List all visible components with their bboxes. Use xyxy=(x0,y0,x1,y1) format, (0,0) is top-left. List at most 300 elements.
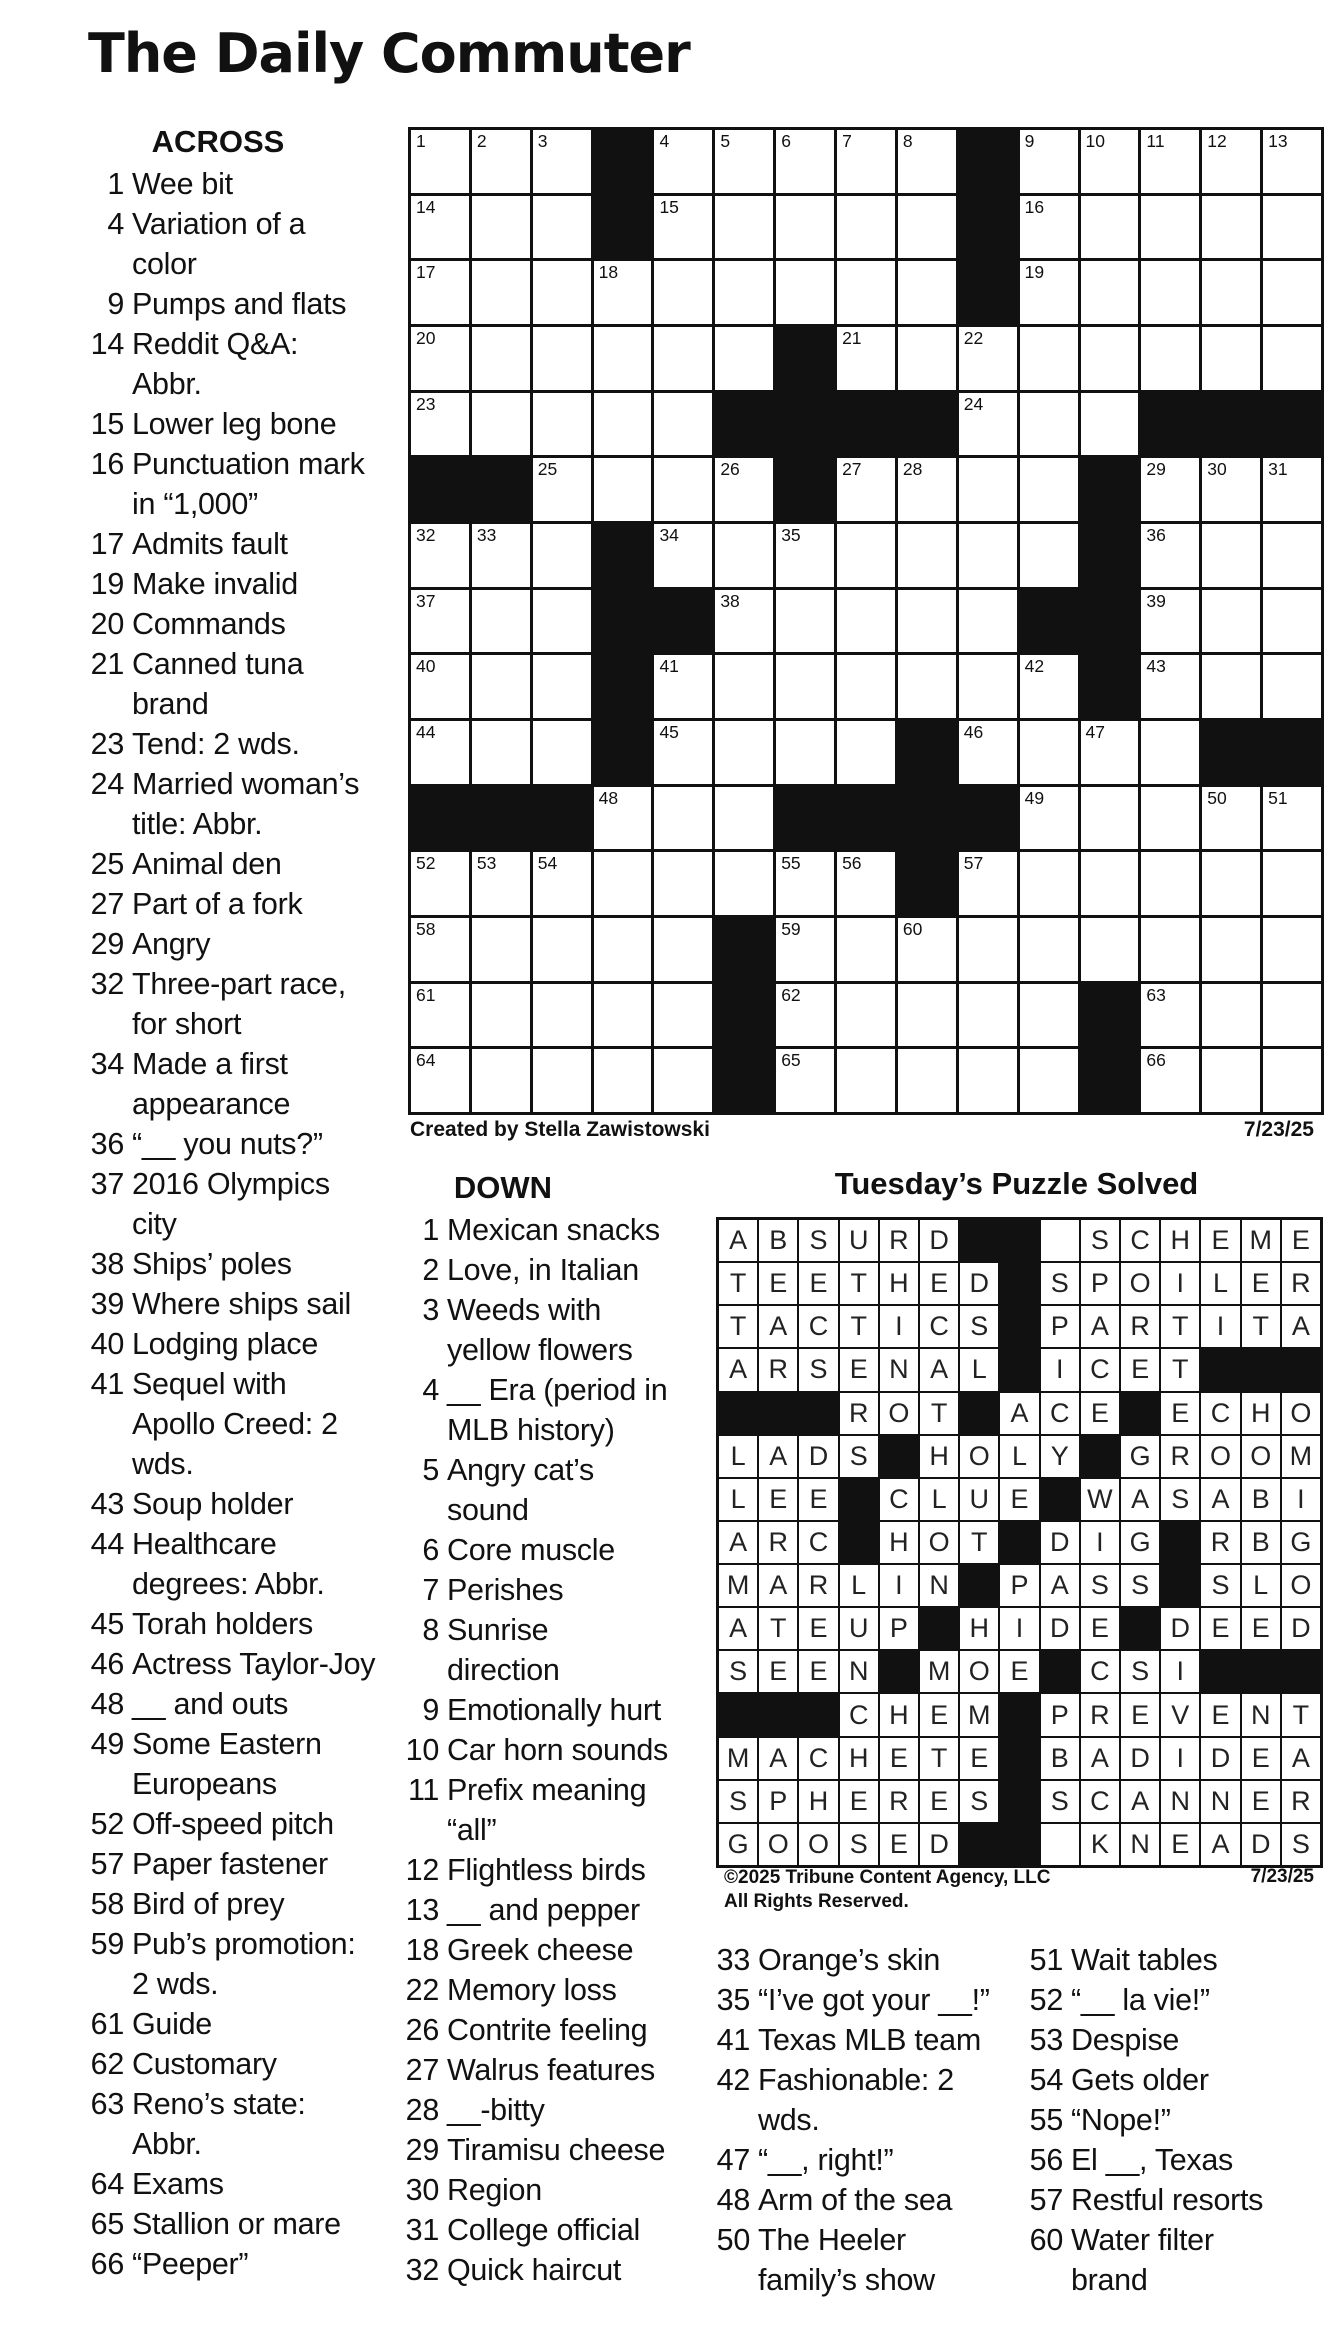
clue-text: Contrite feeling xyxy=(447,2013,648,2047)
clue-number: 62 xyxy=(90,2047,124,2081)
grid-cell[interactable] xyxy=(959,327,1017,390)
grid-cell[interactable] xyxy=(837,327,895,390)
grid-cell[interactable] xyxy=(654,852,712,915)
solution-cell: I xyxy=(1161,1738,1199,1779)
grid-cell[interactable] xyxy=(1202,196,1260,259)
solution-block xyxy=(1000,1824,1038,1865)
grid-cell[interactable] xyxy=(1202,261,1260,324)
solution-cell: E xyxy=(920,1781,958,1822)
grid-cell[interactable] xyxy=(1081,327,1139,390)
grid-cell[interactable] xyxy=(1263,655,1321,718)
clue-text: Angry cat’s xyxy=(447,1453,595,1487)
solution-cell: N xyxy=(1242,1694,1280,1735)
clue-line xyxy=(714,1980,1014,2020)
grid-cell[interactable] xyxy=(1081,196,1139,259)
grid-cell[interactable] xyxy=(1141,918,1199,981)
grid-block xyxy=(715,1049,773,1112)
grid-cell[interactable] xyxy=(1202,852,1260,915)
clue-text: Bird of prey xyxy=(132,1887,285,1921)
clue-line xyxy=(88,1004,388,1044)
clue-text: title: Abbr. xyxy=(132,807,263,841)
grid-cell[interactable] xyxy=(715,458,773,521)
grid-cell[interactable] xyxy=(776,984,834,1047)
solution-cell: D xyxy=(1041,1522,1079,1563)
solution-cell: L xyxy=(920,1479,958,1520)
grid-cell[interactable] xyxy=(654,130,712,193)
grid-cell[interactable] xyxy=(715,590,773,653)
solution-cell: A xyxy=(1282,1306,1320,1347)
clue-line xyxy=(88,484,388,524)
cell-number: 50 xyxy=(1207,787,1227,808)
clue-number: 13 xyxy=(405,1893,439,1927)
grid-cell[interactable] xyxy=(959,984,1017,1047)
clue-number: 34 xyxy=(90,1047,124,1081)
grid-cell[interactable] xyxy=(594,852,652,915)
grid-cell[interactable] xyxy=(1263,787,1321,850)
solution-cell: B xyxy=(759,1220,797,1261)
grid-cell[interactable] xyxy=(1020,524,1078,587)
solution-cell: D xyxy=(1282,1608,1320,1649)
clue-text: Greek cheese xyxy=(447,1933,634,1967)
grid-cell[interactable] xyxy=(1263,261,1321,324)
grid-cell[interactable] xyxy=(594,458,652,521)
clue-number: 66 xyxy=(90,2247,124,2281)
solution-cell: A xyxy=(1041,1565,1079,1606)
grid-cell[interactable] xyxy=(411,590,469,653)
grid-cell[interactable] xyxy=(472,196,530,259)
grid-cell[interactable] xyxy=(1141,852,1199,915)
clue-number: 57 xyxy=(1029,2183,1063,2217)
grid-cell[interactable] xyxy=(715,852,773,915)
grid-cell[interactable] xyxy=(533,196,591,259)
grid-cell[interactable] xyxy=(594,984,652,1047)
clue-line xyxy=(714,2060,1014,2100)
solution-cell: O xyxy=(1121,1263,1159,1304)
grid-cell[interactable] xyxy=(898,524,956,587)
grid-cell[interactable] xyxy=(1020,130,1078,193)
grid-cell[interactable] xyxy=(654,984,712,1047)
grid-cell[interactable] xyxy=(533,458,591,521)
grid-cell[interactable] xyxy=(533,393,591,456)
grid-cell[interactable] xyxy=(776,852,834,915)
grid-block xyxy=(472,787,530,850)
cell-number: 16 xyxy=(1024,196,1045,217)
grid-cell[interactable] xyxy=(411,984,469,1047)
grid-cell[interactable] xyxy=(1141,721,1199,784)
grid-cell[interactable] xyxy=(776,524,834,587)
solution-cell: I xyxy=(1041,1349,1079,1390)
solution-cell: C xyxy=(920,1306,958,1347)
solution-cell: E xyxy=(1242,1263,1280,1304)
grid-cell[interactable] xyxy=(1141,1049,1199,1112)
solution-cell: I xyxy=(1282,1479,1320,1520)
grid-cell[interactable] xyxy=(411,655,469,718)
grid-cell[interactable] xyxy=(1263,327,1321,390)
down-clue-list-col2 xyxy=(714,1940,1014,2300)
grid-cell[interactable] xyxy=(837,655,895,718)
grid-cell[interactable] xyxy=(959,1049,1017,1112)
grid-cell[interactable] xyxy=(1263,590,1321,653)
solution-cell: H xyxy=(1161,1220,1199,1261)
grid-cell[interactable] xyxy=(1141,130,1199,193)
clue-text: degrees: Abbr. xyxy=(132,1567,325,1601)
grid-cell[interactable] xyxy=(533,655,591,718)
grid-cell[interactable] xyxy=(1020,655,1078,718)
clue-text: brand xyxy=(1071,2263,1148,2297)
grid-cell[interactable] xyxy=(594,787,652,850)
grid-cell[interactable] xyxy=(1141,458,1199,521)
grid-cell[interactable] xyxy=(837,590,895,653)
grid-cell[interactable] xyxy=(1202,327,1260,390)
grid-block xyxy=(1202,721,1260,784)
grid-cell[interactable] xyxy=(1141,590,1199,653)
cell-number: 19 xyxy=(1024,262,1045,283)
solution-cell: P xyxy=(759,1781,797,1822)
clue-number: 56 xyxy=(1029,2143,1063,2177)
grid-cell[interactable] xyxy=(1141,655,1199,718)
grid-cell[interactable] xyxy=(1020,852,1078,915)
grid-cell[interactable] xyxy=(472,327,530,390)
grid-cell[interactable] xyxy=(472,590,530,653)
clue-line xyxy=(403,1370,693,1410)
grid-cell[interactable] xyxy=(472,393,530,456)
grid-cell[interactable] xyxy=(776,130,834,193)
clue-line xyxy=(403,1450,693,1490)
grid-cell[interactable] xyxy=(411,130,469,193)
grid-cell[interactable] xyxy=(533,130,591,193)
grid-cell[interactable] xyxy=(1141,524,1199,587)
grid-cell[interactable] xyxy=(1020,261,1078,324)
grid-cell[interactable] xyxy=(898,196,956,259)
grid-cell[interactable] xyxy=(837,196,895,259)
grid-cell[interactable] xyxy=(1081,787,1139,850)
solution-cell: E xyxy=(759,1651,797,1692)
clue-line xyxy=(88,1364,388,1404)
grid-cell[interactable] xyxy=(715,721,773,784)
grid-cell[interactable] xyxy=(654,261,712,324)
solution-block xyxy=(960,1565,998,1606)
grid-cell[interactable] xyxy=(472,655,530,718)
clue-text: Core muscle xyxy=(447,1533,615,1567)
grid-cell[interactable] xyxy=(898,130,956,193)
crossword-grid xyxy=(408,127,1324,1115)
grid-cell[interactable] xyxy=(1020,458,1078,521)
grid-cell[interactable] xyxy=(715,261,773,324)
grid-cell[interactable] xyxy=(533,918,591,981)
clue-text: Angry xyxy=(132,927,211,961)
grid-cell[interactable] xyxy=(1141,984,1199,1047)
grid-cell[interactable] xyxy=(1202,458,1260,521)
grid-cell[interactable] xyxy=(776,918,834,981)
grid-cell[interactable] xyxy=(472,852,530,915)
grid-cell[interactable] xyxy=(654,1049,712,1112)
grid-cell[interactable] xyxy=(837,1049,895,1112)
clue-number: 17 xyxy=(90,527,124,561)
grid-cell[interactable] xyxy=(594,1049,652,1112)
grid-cell[interactable] xyxy=(472,261,530,324)
grid-cell[interactable] xyxy=(1263,918,1321,981)
solution-cell: A xyxy=(1201,1479,1239,1520)
grid-cell[interactable] xyxy=(411,918,469,981)
cell-number: 17 xyxy=(416,262,436,283)
clue-number: 51 xyxy=(1029,1943,1063,1977)
grid-cell[interactable] xyxy=(776,1049,834,1112)
grid-cell[interactable] xyxy=(533,590,591,653)
solution-cell: T xyxy=(1161,1306,1199,1347)
down-heading: DOWN xyxy=(453,1170,553,1205)
grid-cell[interactable] xyxy=(1081,393,1139,456)
cell-number: 33 xyxy=(476,525,497,545)
grid-cell[interactable] xyxy=(959,458,1017,521)
grid-cell[interactable] xyxy=(1263,196,1321,259)
clue-number: 9 xyxy=(422,1693,439,1727)
solution-cell: I xyxy=(880,1306,918,1347)
solution-cell: H xyxy=(880,1263,918,1304)
grid-cell[interactable] xyxy=(959,393,1017,456)
grid-cell[interactable] xyxy=(472,524,530,587)
cell-number: 14 xyxy=(416,196,436,217)
grid-cell[interactable] xyxy=(533,852,591,915)
grid-cell[interactable] xyxy=(1202,590,1260,653)
clue-number: 49 xyxy=(90,1727,124,1761)
solution-cell: W xyxy=(1081,1479,1119,1520)
grid-cell[interactable] xyxy=(533,984,591,1047)
grid-cell[interactable] xyxy=(898,1049,956,1112)
grid-block xyxy=(898,393,956,456)
grid-cell[interactable] xyxy=(411,1049,469,1112)
clue-text: 2016 Olympics xyxy=(132,1167,330,1201)
grid-cell[interactable] xyxy=(472,1049,530,1112)
grid-cell[interactable] xyxy=(715,524,773,587)
grid-cell[interactable] xyxy=(654,655,712,718)
solution-cell: R xyxy=(840,1393,878,1434)
grid-cell[interactable] xyxy=(533,721,591,784)
clue-line xyxy=(88,1604,388,1644)
grid-cell[interactable] xyxy=(1263,130,1321,193)
grid-cell[interactable] xyxy=(1202,524,1260,587)
grid-cell[interactable] xyxy=(594,393,652,456)
clue-number: 48 xyxy=(90,1687,124,1721)
grid-cell[interactable] xyxy=(959,655,1017,718)
clue-number: 37 xyxy=(90,1167,124,1201)
grid-cell[interactable] xyxy=(533,524,591,587)
grid-cell[interactable] xyxy=(959,918,1017,981)
clue-number: 1 xyxy=(107,167,124,201)
grid-cell[interactable] xyxy=(898,458,956,521)
clue-text: Admits fault xyxy=(132,527,288,561)
solution-cell: D xyxy=(960,1263,998,1304)
grid-cell[interactable] xyxy=(776,721,834,784)
grid-cell[interactable] xyxy=(898,655,956,718)
grid-cell[interactable] xyxy=(1020,984,1078,1047)
clue-text: Sequel with xyxy=(132,1367,287,1401)
grid-cell[interactable] xyxy=(1141,261,1199,324)
clue-number: 7 xyxy=(422,1573,439,1607)
solution-cell: E xyxy=(799,1263,837,1304)
grid-cell[interactable] xyxy=(1081,721,1139,784)
grid-cell[interactable] xyxy=(1202,787,1260,850)
grid-cell[interactable] xyxy=(411,327,469,390)
grid-cell[interactable] xyxy=(1263,852,1321,915)
grid-cell[interactable] xyxy=(411,721,469,784)
cell-number: 9 xyxy=(1024,131,1035,151)
grid-cell[interactable] xyxy=(594,918,652,981)
grid-cell[interactable] xyxy=(1020,787,1078,850)
grid-cell[interactable] xyxy=(776,261,834,324)
grid-cell[interactable] xyxy=(898,918,956,981)
solution-cell: C xyxy=(840,1694,878,1735)
solution-block xyxy=(1000,1263,1038,1304)
grid-cell[interactable] xyxy=(1081,130,1139,193)
grid-cell[interactable] xyxy=(898,327,956,390)
clue-text: Walrus features xyxy=(447,2053,655,2087)
clue-text: for short xyxy=(132,1007,242,1041)
solution-block xyxy=(880,1436,918,1477)
grid-cell[interactable] xyxy=(1020,721,1078,784)
clue-number: 26 xyxy=(405,2013,439,2047)
grid-cell[interactable] xyxy=(594,327,652,390)
cell-number: 2 xyxy=(476,131,487,151)
grid-cell[interactable] xyxy=(472,130,530,193)
grid-cell[interactable] xyxy=(715,787,773,850)
grid-cell[interactable] xyxy=(411,852,469,915)
clue-number: 4 xyxy=(107,207,124,241)
grid-cell[interactable] xyxy=(715,196,773,259)
grid-cell[interactable] xyxy=(1081,918,1139,981)
grid-cell[interactable] xyxy=(472,984,530,1047)
grid-cell[interactable] xyxy=(776,196,834,259)
solution-cell: S xyxy=(840,1436,878,1477)
grid-cell[interactable] xyxy=(898,590,956,653)
grid-cell[interactable] xyxy=(837,458,895,521)
grid-block xyxy=(776,787,834,850)
grid-cell[interactable] xyxy=(1020,918,1078,981)
grid-cell[interactable] xyxy=(1202,918,1260,981)
grid-cell[interactable] xyxy=(411,393,469,456)
grid-cell[interactable] xyxy=(1202,1049,1260,1112)
grid-cell[interactable] xyxy=(1263,458,1321,521)
cell-number: 8 xyxy=(902,131,913,151)
grid-cell[interactable] xyxy=(1141,327,1199,390)
grid-cell[interactable] xyxy=(715,130,773,193)
solution-cell: T xyxy=(1161,1349,1199,1390)
grid-cell[interactable] xyxy=(959,721,1017,784)
grid-cell[interactable] xyxy=(837,984,895,1047)
grid-cell[interactable] xyxy=(1020,393,1078,456)
clue-number: 10 xyxy=(405,1733,439,1767)
grid-cell[interactable] xyxy=(1141,787,1199,850)
clue-line xyxy=(88,644,388,684)
grid-cell[interactable] xyxy=(1263,1049,1321,1112)
grid-cell[interactable] xyxy=(959,590,1017,653)
grid-cell[interactable] xyxy=(654,524,712,587)
grid-cell[interactable] xyxy=(533,1049,591,1112)
grid-cell[interactable] xyxy=(1263,984,1321,1047)
grid-block xyxy=(411,787,469,850)
grid-block xyxy=(1081,655,1139,718)
clue-text: appearance xyxy=(132,1087,291,1121)
grid-cell[interactable] xyxy=(1263,524,1321,587)
cell-number: 63 xyxy=(1146,984,1166,1005)
cell-number: 39 xyxy=(1146,590,1166,611)
solution-cell: R xyxy=(759,1349,797,1390)
grid-cell[interactable] xyxy=(837,918,895,981)
grid-cell[interactable] xyxy=(837,721,895,784)
grid-cell[interactable] xyxy=(1081,852,1139,915)
grid-cell[interactable] xyxy=(837,261,895,324)
grid-cell[interactable] xyxy=(1020,1049,1078,1112)
clue-number: 43 xyxy=(90,1487,124,1521)
grid-cell[interactable] xyxy=(959,524,1017,587)
grid-cell[interactable] xyxy=(1202,130,1260,193)
solution-cell: A xyxy=(1282,1738,1320,1779)
clue-text: College official xyxy=(447,2213,641,2247)
grid-cell[interactable] xyxy=(533,261,591,324)
grid-cell[interactable] xyxy=(533,327,591,390)
clue-line xyxy=(88,844,388,884)
grid-cell[interactable] xyxy=(1020,196,1078,259)
solution-date: 7/23/25 xyxy=(1250,1866,1314,1887)
grid-cell[interactable] xyxy=(654,458,712,521)
grid-cell[interactable] xyxy=(654,721,712,784)
grid-cell[interactable] xyxy=(959,852,1017,915)
grid-cell[interactable] xyxy=(1081,261,1139,324)
clue-number: 54 xyxy=(1029,2063,1063,2097)
clue-line xyxy=(88,564,388,604)
clue-text: Sunrise xyxy=(447,1613,549,1647)
across-clues xyxy=(88,124,388,2284)
grid-cell[interactable] xyxy=(594,261,652,324)
grid-cell[interactable] xyxy=(837,130,895,193)
clue-text: Fashionable: 2 xyxy=(758,2063,954,2097)
grid-cell[interactable] xyxy=(1202,655,1260,718)
grid-cell[interactable] xyxy=(654,787,712,850)
grid-cell[interactable] xyxy=(1020,327,1078,390)
grid-cell[interactable] xyxy=(898,261,956,324)
grid-cell[interactable] xyxy=(715,655,773,718)
grid-cell[interactable] xyxy=(776,590,834,653)
solution-block xyxy=(840,1522,878,1563)
clue-line xyxy=(88,2124,388,2164)
solution-cell: D xyxy=(1201,1738,1239,1779)
grid-cell[interactable] xyxy=(654,196,712,259)
solution-cell: O xyxy=(759,1824,797,1865)
grid-cell[interactable] xyxy=(654,918,712,981)
grid-cell[interactable] xyxy=(654,393,712,456)
clue-text: Water filter xyxy=(1071,2223,1214,2257)
grid-cell[interactable] xyxy=(837,524,895,587)
cell-number: 20 xyxy=(416,328,436,348)
grid-cell[interactable] xyxy=(898,984,956,1047)
grid-cell[interactable] xyxy=(837,852,895,915)
grid-cell[interactable] xyxy=(411,524,469,587)
grid-cell[interactable] xyxy=(776,655,834,718)
grid-cell[interactable] xyxy=(1202,984,1260,1047)
grid-cell[interactable] xyxy=(1141,196,1199,259)
solution-cell: U xyxy=(960,1479,998,1520)
grid-cell[interactable] xyxy=(411,196,469,259)
clue-line xyxy=(403,1810,693,1850)
clue-line xyxy=(88,1044,388,1084)
grid-cell[interactable] xyxy=(472,721,530,784)
grid-cell[interactable] xyxy=(654,327,712,390)
solution-cell: M xyxy=(1282,1436,1320,1477)
grid-cell[interactable] xyxy=(411,261,469,324)
grid-cell[interactable] xyxy=(472,918,530,981)
cell-number: 15 xyxy=(659,196,679,217)
grid-cell[interactable] xyxy=(715,327,773,390)
clue-line xyxy=(88,684,388,724)
